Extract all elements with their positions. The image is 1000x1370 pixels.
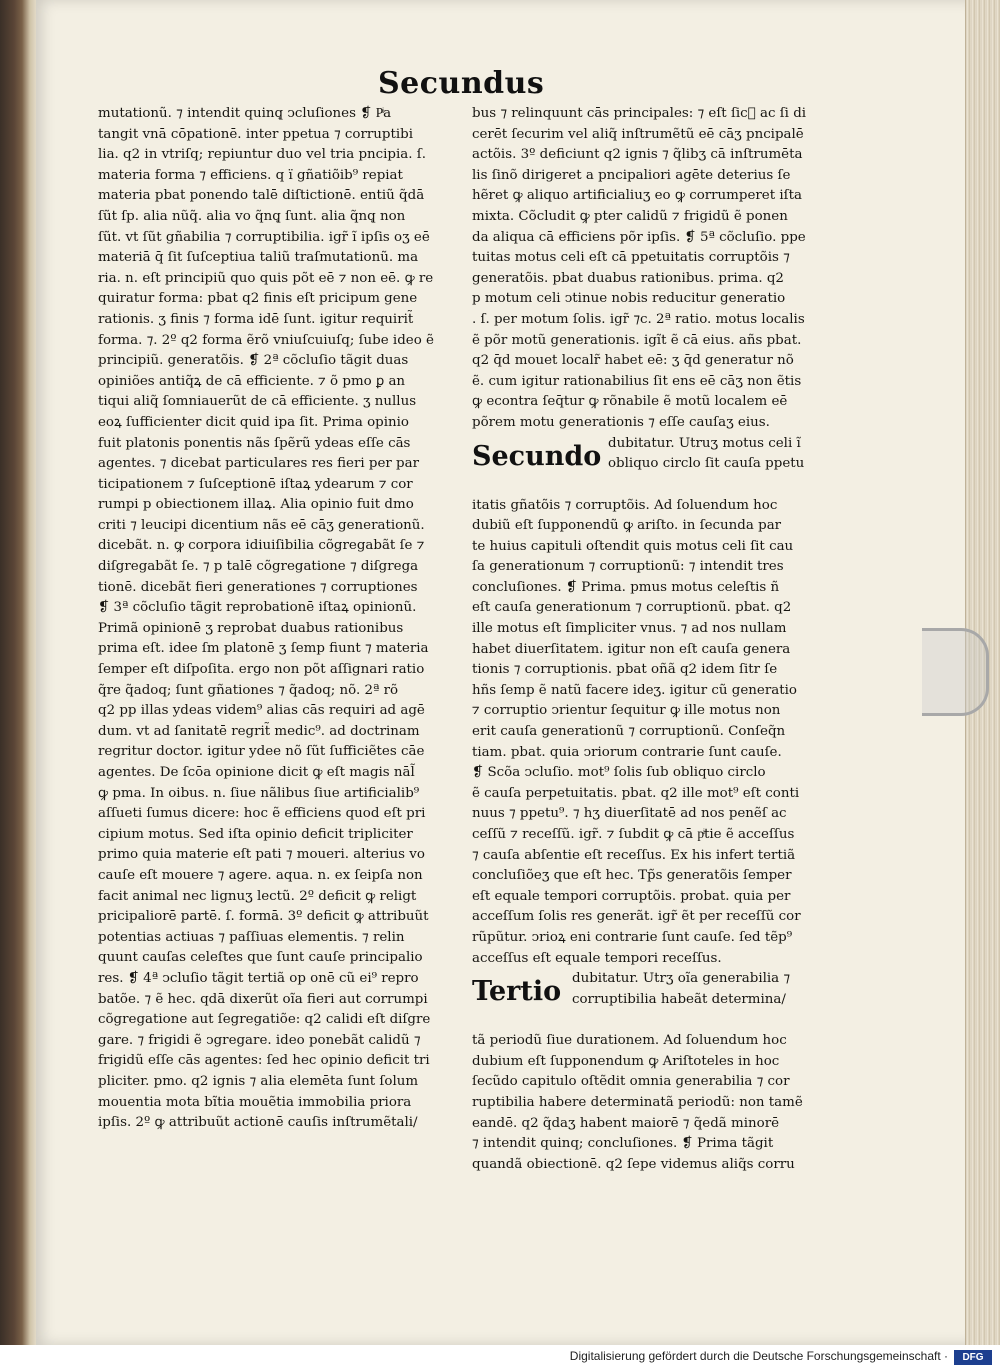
text-line: acceſſum ſolis res generãt. igr̃ ẽt per receſſũ cor <box>472 909 801 925</box>
section-tertio <box>472 969 822 1031</box>
text-line: te huius capituli oſtendit quis motus celi ſit cau <box>472 538 794 554</box>
text-line: lis ſinõ dirigeret a pncipaliori agēte deterius ſe <box>472 167 791 183</box>
text-line: actõis. 3º deficiunt q2 ignis ⁊ q̃libʒ cā inſtrumēta <box>472 147 803 163</box>
right-column <box>472 104 822 1175</box>
right-text-block-2 <box>472 496 822 970</box>
text-line: prima eſt. idee ſm platonē ʒ ſemp fiunt ⁊ materia <box>98 641 429 657</box>
text-line: . ſ. per motum ſolis. igr̃ ⁊c. 2ª ratio. motus localis <box>472 311 805 327</box>
text-line: aſſueti ſumus dicere: hoc ẽ efficiens quod eſt pri <box>98 806 426 822</box>
text-line: fuit platonis ponentis nãs ſpẽrũ ydeas eſſe cās <box>98 435 411 451</box>
text-line: põrem motu generationis ⁊ eſſe cauſaʒ eius. <box>472 414 770 430</box>
text-line: materia forma ⁊ efficiens. q ï gñatiõib⁹ repiat <box>98 167 403 183</box>
text-line: ꝙ pma. In oibus. n. ſiue nãlibus ſiue artificialib⁹ <box>98 785 420 801</box>
text-line: ſecũdo capitulo oſtẽdit omnia generabilia ⁊ cor <box>472 1074 790 1090</box>
text-line: ruptibilia habere determinatã periodũ: non tamẽ <box>472 1094 803 1110</box>
text-line: da aliqua cā efficiens põr ipſis. ❡ 5ª cõcluſio. ppe <box>472 229 806 245</box>
text-line: forma. ⁊. 2º q2 forma ẽrõ vniuſcuiuſq; ſube ideo ẽ <box>98 332 434 348</box>
section-initial-word: Secundo <box>472 440 602 472</box>
text-line: dubiũ eſt ſupponendũ ꝙ ariſto. in ſecunda par <box>472 518 782 534</box>
page-heading: Secundus <box>378 66 545 101</box>
text-line: dubium eſt ſupponendum ꝙ Ariſtoteles in hoc <box>472 1053 780 1069</box>
text-line: tuitas motus celi eſt cā ppetuitatis corruptõis ⁊ <box>472 250 790 266</box>
text-line: batõe. ⁊ ẽ hec. qdā dixerũt oĩa fieri aut corrumpi <box>98 991 428 1007</box>
section-side-text <box>572 969 790 1010</box>
text-line: mouentia mota bĩtia mouẽtia immobilia priora <box>98 1094 412 1110</box>
text-line: q̃re q̃adoq; ſunt gñationes ⁊ q̃adoq; nõ. 2ª rõ <box>98 682 399 698</box>
text-line: potentias actiuas ⁊ paſſiuas elementis. ⁊ relin <box>98 929 405 945</box>
text-line: principiũ. generatõis. ❡ 2ª cõcluſio tãgit duas <box>98 353 409 369</box>
text-line: q2 pp illas ydeas videm⁹ alias cās requiri ad agē <box>98 703 425 719</box>
text-line: ❡ Scõa ↄcluſio. mot⁹ ſolis ſub obliquo circlo <box>472 765 766 781</box>
right-text-block-3 <box>472 1031 822 1175</box>
text-line: materiā q̄ ſit ſuſceptiua taliũ traſmutationũ. ma <box>98 250 419 266</box>
funding-notice: Digitalisierung gefördert durch die Deutsche Forschungsgemeinschaft · <box>569 1349 948 1363</box>
text-line: res. ❡ 4ª ↄcluſio tãgit tertiã op onē cũ ei⁹ repro <box>98 970 419 986</box>
text-line: ⁊ corruptio ↄrientur ſequitur ꝙ ille motus non <box>472 703 781 719</box>
text-line: rationis. ʒ finis ⁊ forma idē ſunt. igitur requirit̃ <box>98 311 414 327</box>
section-side-text <box>608 434 804 475</box>
text-line: q2 q̄d mouet localr̃ habet eē: ʒ q̄d generatur nõ <box>472 353 794 369</box>
text-line: gare. ⁊ frigidi ẽ ↄgregare. ideo ponebãt calidũ ⁊ <box>98 1032 421 1048</box>
text-line: materia pbat ponendo talē diſtictionē. entiũ q̃dā <box>98 188 425 204</box>
text-line: obliquo circlo ſit cauſa ppetu <box>608 456 805 472</box>
text-line: pliciter. pmo. q2 ignis ⁊ alia elemēta ſunt ſolum <box>98 1073 419 1089</box>
text-line: opiniões antiq̃ꝝ de cā efficiente. ⁊ õ pmo ꝑ an <box>98 373 406 389</box>
text-line: dubitatur. Utruʒ motus celi ĩ <box>608 435 801 451</box>
text-line: p motum celi ↄtinue nobis reducitur generatio <box>472 291 786 307</box>
text-line: agentes. ⁊ dicebat particulares res fieri per par <box>98 456 420 472</box>
text-line: cerēt ſecurim vel aliq̃ inſtrumẽtũ eē cāʒ pncipalē <box>472 126 804 142</box>
text-line: cauſe eſt mouere ⁊ agere. aqua. n. ex ſeipſa non <box>98 867 423 883</box>
text-line: regritur doctor. igitur ydee nõ ſũt ſufficiẽtes cāe <box>98 744 425 760</box>
text-line: pricipaliorē partē. ſ. formā. 3º deficit ꝙ attribuũt <box>98 909 429 925</box>
text-line: bus ⁊ relinquunt cās principales: ⁊ eſt ſicᷓ ac ſi di <box>472 106 807 121</box>
text-line: generatõis. pbat duabus rationibus. prima. q2 <box>472 270 784 286</box>
text-line: facit animal nec lignuʒ lectũ. 2º deficit ꝙ religt <box>98 888 417 904</box>
text-line: corruptibilia habeãt determina/ <box>572 991 786 1007</box>
text-line: ⁊ intendit quinq; concluſiones. ❡ Prima tãgit <box>472 1136 774 1152</box>
text-line: primo quia materie eſt pati ⁊ moueri. alterius vo <box>98 847 425 863</box>
page-clip <box>922 628 989 716</box>
text-line: agentes. De ſcōa opinione dicit ꝙ eſt magis nāl̃ <box>98 765 415 780</box>
text-line: habet diuerſitatem. igitur non eſt cauſa genera <box>472 641 791 657</box>
text-line: quiratur forma: pbat q2 finis eſt pricipum gene <box>98 291 418 307</box>
text-line: quunt cauſas celeſtes que ſunt cauſe principalio <box>98 950 423 966</box>
text-line: hñs ſemp ẽ natũ facere ideʒ. igitur cũ generatio <box>472 682 797 698</box>
text-line: ille motus eſt ſimpliciter vnus. ⁊ ad nos nullam <box>472 621 787 637</box>
text-line: ❡ 3ª cõcluſio tãgit reprobationē iſtaꝝ opinionũ. <box>98 600 417 616</box>
text-line: ẽ. cum igitur rationabilius ſit ens eē cāʒ non ẽtis <box>472 373 802 389</box>
text-line: diſgregabãt ſe. ⁊ p talē cõgregatione ⁊ diſgrega <box>98 559 419 575</box>
text-line: ſemper eſt diſpoſita. ergo non põt aſſignari ratio <box>98 662 425 678</box>
text-line: ꝙ econtra ſeq̄tur ꝙ rõnabile ẽ motũ localem eē <box>472 394 788 410</box>
text-line: cipium motus. Sed iſta opinio deficit tripliciter <box>98 826 413 842</box>
section-initial-word: Tertio <box>472 976 562 1008</box>
text-line: tangit vnā cōpationē. inter ppetua ⁊ corruptibi <box>98 126 413 142</box>
text-line: cõgregatione aut ſegregatiõe: q2 calidi eſt diſgre <box>98 1012 431 1028</box>
text-line: ipſis. 2º ꝙ attribuũt actionē cauſis inſtrumẽtali/ <box>98 1115 418 1131</box>
text-line: tã periodũ ſiue durationem. Ad ſoluendum hoc <box>472 1033 787 1049</box>
text-line: ⁊ cauſa abſentie eſt receſſus. Ex his infert tertiã <box>472 847 796 863</box>
text-line: concluſiõeʒ que eſt hec. Tp̃s generatõis ſemper <box>472 868 792 884</box>
text-line: mutationũ. ⁊ intendit quinq̨ ↄcluſiones ❡ Pͥa <box>98 106 392 121</box>
text-line: lia. q2 in vtriſq; repiuntur duo vel tria pncipia. ſ. <box>98 147 426 163</box>
text-line: concluſiones. ❡ Prima. pmus motus celeſtis ñ <box>472 579 780 595</box>
text-line: eandē. q2 q̃daʒ habent maiorē ⁊ q̃edã minorē <box>472 1115 780 1131</box>
text-line: rumpi p obiectionem illaꝝ. Alia opinio fuit dmo <box>98 497 414 513</box>
text-line: ſũt ſp. alia nũq̃. alia vo q̃nq̨ ſunt. alia q̃nq̨ non <box>98 208 406 224</box>
text-line: criti ⁊ leucipi dicentium nãs eē cāʒ generationũ. <box>98 517 425 533</box>
text-line: acceſſus eſt equale tempori receſſus. <box>472 950 722 966</box>
digitization-footer <box>0 1345 1000 1370</box>
text-line: rũpũtur. ↄrioꝝ eni contrarie ſunt cauſe. ſed tẽp⁹ <box>472 929 793 945</box>
text-line: ria. n. eſt principiũ quo quis põt eē ⁊ non eē. ꝙ re <box>98 270 434 286</box>
text-line: eſt cauſa generationum ⁊ corruptionũ. pbat. q2 <box>472 600 792 616</box>
text-line: ticipationem ⁊ ſuſceptionē iſtaꝝ ydearum ⁊ cor <box>98 476 413 492</box>
text-line: ceſſũ ⁊ receſſũ. igr̃. ⁊ ſubdit ꝙ cā pͥtie ẽ acceſſus <box>472 827 795 842</box>
text-line: dum. vt ad ſanitatē regrit̃ medic⁹. ad doctrinam <box>98 723 420 739</box>
text-line: tiqui aliq̃ ſomniauerũt de cā efficiente. ʒ nullus <box>98 394 417 410</box>
text-line: ẽ cauſa perpetuitatis. pbat. q2 ille mot⁹ eſt conti <box>472 785 800 801</box>
text-line: itatis gñatõis ⁊ corruptõis. Ad ſoluendum hoc <box>472 497 778 513</box>
right-text-block-1 <box>472 104 822 434</box>
text-line: Primã opinionē ʒ reprobat duabus rationibus <box>98 620 404 636</box>
text-line: ſa generationum ⁊ corruptionũ: ⁊ intendit tres <box>472 559 784 575</box>
text-line: tionē. dicebãt fieri generationes ⁊ corruptiones <box>98 579 418 595</box>
text-line: hẽret ꝙ aliquo artificialiuʒ eo ꝙ corrumperet iſta <box>472 188 802 204</box>
text-line: dicebãt. n. ꝙ corpora idiuiſibilia cõgregabãt ſe ⁊ <box>98 538 425 554</box>
text-line: frigidũ eſſe cās agentes: ſed hec opinio deficit tri <box>98 1053 430 1069</box>
text-line: erit cauſa generationũ ⁊ corruptionũ. Conſeq̃n <box>472 724 786 740</box>
text-line: ẽ põr motũ generationis. igĩt ẽ cā eius. añs pbat. <box>472 332 802 348</box>
text-line: eoꝝ ſufficienter dicit quid ipa ſit. Prima opinio <box>98 414 409 430</box>
text-line: tionis ⁊ corruptionis. pbat oñã q2 idem ſitr ſe <box>472 662 778 678</box>
text-line: tiam. pbat. quia ↄriorum contrarie ſunt cauſe. <box>472 744 782 760</box>
text-line: ſũt. vt ſũt gñabilia ⁊ corruptibilia. igr̃ ĩ ipſis oʒ eē <box>98 229 430 245</box>
section-secundo <box>472 434 822 496</box>
text-line: nuus ⁊ ppetu⁹. ⁊ hʒ diuerſitatē ad nos penẽſ ac <box>472 806 787 822</box>
left-column <box>98 104 456 1134</box>
text-line: mixta. Cõcludit ꝙ pter calidũ ⁊ frigidũ ẽ ponen <box>472 208 788 224</box>
dfg-logo: DFG <box>954 1350 992 1365</box>
text-line: eſt equale tempori corruptõis. probat. quia per <box>472 888 791 904</box>
text-line: quandã obiectionē. q2 ſepe videmus aliq̃s corru <box>472 1156 795 1172</box>
text-line: dubitatur. Utrʒ oĩa generabilia ⁊ <box>572 971 791 987</box>
